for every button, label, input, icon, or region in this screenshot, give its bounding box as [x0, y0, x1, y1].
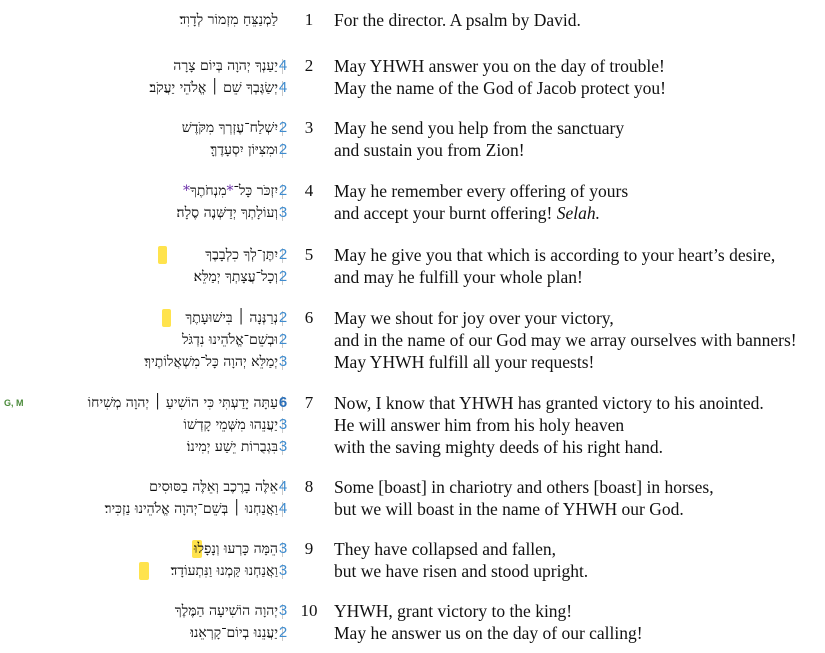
- hebrew-text: יְמַלֵּא יְהוָה כָּל־מִשְׁאֲלוֹתֶיךָ׃: [144, 354, 278, 370]
- highlight-mark: [158, 246, 167, 264]
- hebrew-text: יְהוָה הוֹשִׁיעָה הַמֶּלֶךְ: [174, 603, 278, 619]
- verse-5: [0, 244, 825, 288]
- verse-line: [0, 436, 825, 458]
- highlight-mark: [139, 562, 149, 580]
- english-text: Now, I know that YHWH has granted victory to his anointed.: [334, 393, 764, 413]
- stress-count: 3: [278, 353, 288, 370]
- hebrew-text: יִתֶּן־לְךָ כִלְבָבֶךָ: [205, 247, 278, 263]
- english-text: but we will boast in the name of YHWH our God.: [334, 499, 684, 519]
- stress-count: 2: [278, 309, 288, 326]
- english-text: He will answer him from his holy heaven: [334, 415, 625, 435]
- hebrew-text: יַעַנְךָ יְהוָה בְּיוֹם צָרָה: [173, 58, 278, 74]
- verse-number: 5: [304, 245, 314, 264]
- verse-line: [0, 392, 825, 414]
- verse-line: [0, 139, 825, 161]
- stress-count: 2: [278, 119, 288, 136]
- verse-line: [0, 329, 825, 351]
- hebrew-text: הֵמָּה כָּרְעוּ וְנָפָלוּ: [193, 541, 278, 557]
- hebrew-text: וּבְשֵׁם־אֱלֹהֵינוּ נִדְגֹּל: [181, 332, 278, 348]
- verse-number: 3: [304, 118, 314, 137]
- verse-number: 10: [300, 601, 318, 620]
- verse-4: [0, 180, 825, 224]
- stress-count: 3: [278, 438, 288, 455]
- english-text: They have collapsed and fallen,: [334, 539, 557, 559]
- hebrew-text: וַאֲנַחְנוּ קַּמְנוּ וַנִּתְעוֹדָד׃: [170, 563, 278, 579]
- english-text: May he remember every offering of yours: [334, 181, 629, 201]
- stress-count: 2: [278, 268, 288, 285]
- stress-count: 2: [278, 624, 288, 641]
- verse-line: [0, 622, 825, 644]
- verse-line: [0, 307, 825, 329]
- verse-line: [0, 55, 825, 77]
- verse-line: [0, 560, 825, 582]
- manuscript-note: G, M: [4, 398, 24, 408]
- hebrew-text: יִזְכֹּר כָּל־*מִנְחֹתֶךָ*: [182, 183, 278, 199]
- verse-7: [0, 392, 825, 458]
- hebrew-text: יִשְׁלַח־עֶזְרְךָ מִקֹּדֶשׁ: [181, 120, 278, 136]
- verse-line: [0, 538, 825, 560]
- english-text: May the name of the God of Jacob protect you!: [334, 78, 666, 98]
- asterisk-mark: *: [226, 183, 234, 199]
- english-text: YHWH, grant victory to the king!: [334, 601, 573, 621]
- stress-count: 2: [278, 331, 288, 348]
- stress-count: 3: [278, 204, 288, 221]
- english-text: [334, 202, 600, 224]
- english-text: May YHWH answer you on the day of trouble!: [334, 56, 665, 76]
- hebrew-text: יַעֲנֵהוּ מִשְּׁמֵי קָדְשׁוֹ: [183, 417, 278, 433]
- verse-line: [0, 180, 825, 202]
- english-text: For the director. A psalm by David.: [334, 10, 581, 30]
- stress-count: 4: [278, 57, 288, 74]
- stress-count: 3: [278, 562, 288, 579]
- hebrew-text: בִּגְבֻרוֹת יֵשַׁע יְמִינוֹ׃: [186, 439, 278, 455]
- hebrew-text: יַעֲנֵנוּ בְיוֹם־קָרְאֵנוּ׃: [190, 625, 278, 641]
- verse-10: [0, 600, 825, 644]
- verse-6: [0, 307, 825, 373]
- english-text: May we shout for joy over your victory,: [334, 308, 614, 328]
- stress-count: 2: [278, 182, 288, 199]
- verse-line: [0, 498, 825, 520]
- verse-number: 7: [304, 393, 314, 412]
- verse-line: [0, 266, 825, 288]
- asterisk-mark: *: [182, 183, 190, 199]
- verse-line: [0, 600, 825, 622]
- english-text: May he answer us on the day of our calling!: [334, 623, 643, 643]
- hebrew-text: עַתָּה יָדַעְתִּי כִּי הוֹשִׁיעַ ׀ יְהוָה מְשִׁיחוֹ: [87, 395, 278, 411]
- verse-line: [0, 202, 825, 224]
- stress-count: 4: [278, 500, 288, 517]
- verse-number: 2: [304, 56, 314, 75]
- hebrew-text: וְעוֹלָתְךָ יְדַשְּׁנֶה סֶלָה׃: [176, 205, 278, 221]
- verse-line: [0, 476, 825, 498]
- english-italic: Selah.: [556, 203, 600, 223]
- verse-line: [0, 117, 825, 139]
- english-text: with the saving mighty deeds of his right hand.: [334, 437, 664, 457]
- english-text: but we have risen and stood upright.: [334, 561, 589, 581]
- verse-line: [0, 351, 825, 373]
- english-text: and sustain you from Zion!: [334, 140, 525, 160]
- english-text: May YHWH fulfill all your requests!: [334, 352, 595, 372]
- hebrew-text: נְרַנְּנָה ׀ בִּישׁוּעָתֶךָ: [185, 310, 278, 326]
- verse-number: 1: [304, 10, 314, 29]
- stress-count: 3: [278, 416, 288, 433]
- english-text: Some [boast] in chariotry and others [boast] in horses,: [334, 477, 714, 497]
- verse-line: [0, 9, 825, 31]
- english-text: May he send you help from the sanctuary: [334, 118, 625, 138]
- verse-9: [0, 538, 825, 582]
- stress-count: 3: [278, 602, 288, 619]
- stress-count: 2: [278, 141, 288, 158]
- english-text: and in the name of our God may we array ourselves with banners!: [334, 330, 797, 350]
- hebrew-text: וְכָל־עֲצָתְךָ יְמַלֵּא׃: [193, 269, 278, 285]
- verse-line: [0, 414, 825, 436]
- hebrew-text: לַמְנַצֵּחַ מִזְמוֹר לְדָוִד׃: [179, 12, 278, 28]
- stress-count: 2: [278, 246, 288, 263]
- verse-3: [0, 117, 825, 161]
- hebrew-text: אֵלֶּה בָרֶכֶב וְאֵלֶּה בַסּוּסִים: [149, 479, 278, 495]
- verse-2: [0, 55, 825, 99]
- verse-8: [0, 476, 825, 520]
- verse-line: [0, 77, 825, 99]
- english-text: and may he fulfill your whole plan!: [334, 267, 583, 287]
- stress-count: 4: [278, 79, 288, 96]
- verse-number: 6: [304, 308, 314, 327]
- stress-count: 3: [278, 540, 288, 557]
- verse-1: [0, 9, 825, 31]
- stress-count: 6: [278, 394, 288, 411]
- stress-count: 4: [278, 478, 288, 495]
- highlight-mark: [162, 309, 171, 327]
- hebrew-text: יְשַׂגֶּבְךָ שֵׁם ׀ אֱלֹהֵי יַעֲקֹב׃: [149, 80, 278, 96]
- english-main: and accept your burnt offering!: [334, 203, 553, 223]
- english-text: May he give you that which is according to your heart’s desire,: [334, 245, 776, 265]
- verse-line: [0, 244, 825, 266]
- verse-number: 4: [304, 181, 314, 200]
- verse-number: 8: [304, 477, 314, 496]
- hebrew-text: וַאֲנַחְנוּ ׀ בְּשֵׁם־יְהוָה אֱלֹהֵינוּ נַזְכִּיר׃: [104, 501, 278, 517]
- hebrew-text: וּמִצִּיּוֹן יִסְעָדֶךָּ׃: [210, 142, 278, 158]
- verse-number: 9: [304, 539, 314, 558]
